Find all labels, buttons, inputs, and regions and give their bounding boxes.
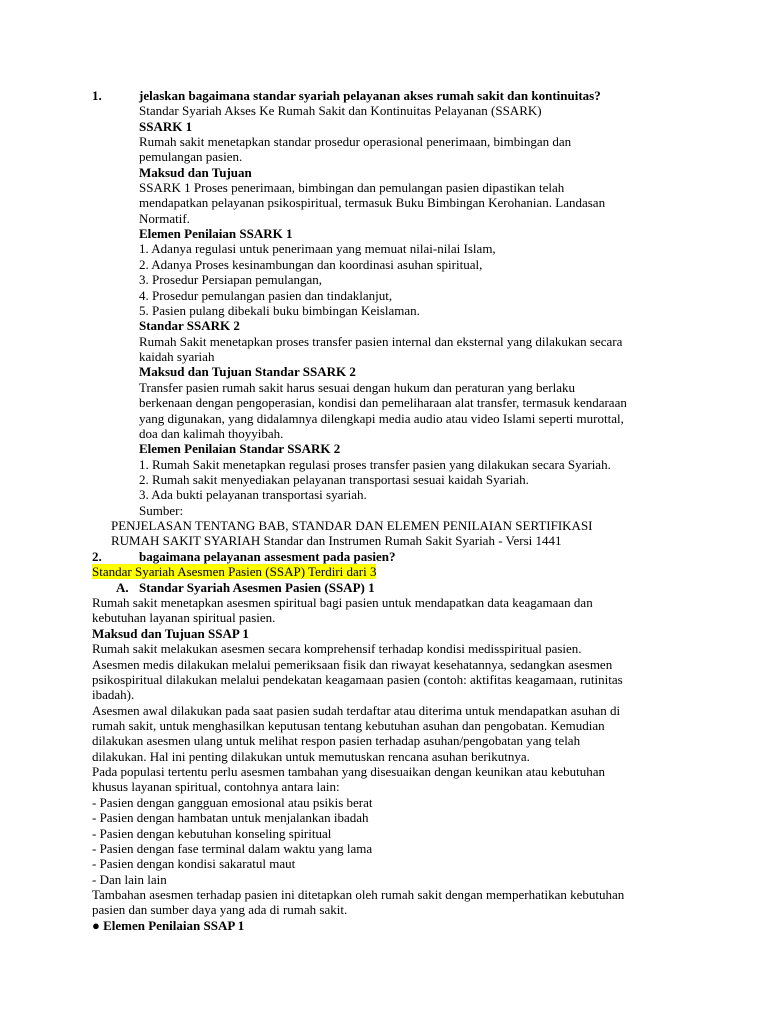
ssap1-subheading: Standar Syariah Asesmen Pasien (SSAP) 1 xyxy=(139,580,375,595)
q2-question: bagaimana pelayanan assesment pada pasien? xyxy=(139,549,396,564)
q1-number: 1. xyxy=(92,88,102,103)
ssap1-body-line: rumah sakit, untuk menghasilkan keputusan tentang kebutuhan asuhan dan pengobatan. Kemudian xyxy=(92,718,605,733)
ssap1-body-line: Asesmen medis dilakukan melalui pemeriksaan fisik dan riwayat kesehatannya, sedangkan asesmen xyxy=(92,657,613,672)
ssap1-maksud-heading: Maksud dan Tujuan SSAP 1 xyxy=(92,626,249,641)
elemen2-item: 1. Rumah Sakit menetapkan regulasi proses transfer pasien yang dilakukan secara Syariah. xyxy=(139,457,611,472)
ssap1-body-line: - Pasien dengan gangguan emosional atau psikis berat xyxy=(92,795,373,810)
ssark2-text-line: Rumah Sakit menetapkan proses transfer pasien internal dan eksternal yang dilakukan secara xyxy=(139,334,623,349)
elemen2-item: 2. Rumah sakit menyediakan pelayanan transportasi sesuai kaidah Syariah. xyxy=(139,472,529,487)
elemen2-item: 3. Ada bukti pelayanan transportasi syariah. xyxy=(139,487,367,502)
ssark1-heading: SSARK 1 xyxy=(139,119,193,134)
ssap1-body-line: - Dan lain lain xyxy=(92,872,167,887)
ssark2-heading: Standar SSARK 2 xyxy=(139,318,240,333)
ssap1-body-line: - Pasien dengan kondisi sakaratul maut xyxy=(92,856,296,871)
maksud2-text-line: yang digunakan, yang didalamnya dilengkapi media audio atau video Islami seperti murottal, xyxy=(139,411,624,426)
ssap1-body-line: Asesmen awal dilakukan pada saat pasien sudah terdaftar atau diterima untuk mendapatkan asuhan di xyxy=(92,703,621,718)
subheading-letter: A. xyxy=(116,580,129,595)
sumber-text-line: RUMAH SAKIT SYARIAH Standar dan Instrumen Rumah Sakit Syariah - Versi 1441 xyxy=(111,533,562,548)
elemen1-item: 1. Adanya regulasi untuk penerimaan yang memuat nilai-nilai Islam, xyxy=(139,241,496,256)
elemen1-item: 2. Adanya Proses kesinambungan dan koordinasi asuhan spiritual, xyxy=(139,257,483,272)
ssap1-intro-line: Rumah sakit menetapkan asesmen spiritual bagi pasien untuk mendapatkan data keagamaan dan xyxy=(92,595,593,610)
maksud-heading: Maksud dan Tujuan xyxy=(139,165,252,180)
ssap1-body-line: Pada populasi tertentu perlu asesmen tambahan yang disesuaikan dengan keunikan atau kebutuhan xyxy=(92,764,605,779)
elemen1-item: 3. Prosedur Persiapan pemulangan, xyxy=(139,272,323,287)
q2-number: 2. xyxy=(92,549,102,564)
maksud2-text-line: Transfer pasien rumah sakit harus sesuai dengan hukum dan peraturan yang berlaku xyxy=(139,380,575,395)
ssark1-text-line: Rumah sakit menetapkan standar prosedur operasional penerimaan, bimbingan dan xyxy=(139,134,572,149)
sumber-label: Sumber: xyxy=(139,503,184,518)
sumber-text-line: PENJELASAN TENTANG BAB, STANDAR DAN ELEMEN PENILAIAN SERTIFIKASI xyxy=(111,518,593,533)
ssap1-body-line: psikospiritual dilakukan melalui pendekatan keagamaan pasien (contoh: aktifitas keagamaan, rutinitas xyxy=(92,672,623,687)
elemen1-item: 5. Pasien pulang dibekali buku bimbingan Keislaman. xyxy=(139,303,420,318)
highlighted-ssap-line: Standar Syariah Asesmen Pasien (SSAP) Terdiri dari 3 xyxy=(92,564,377,579)
maksud2-text-line: berkenaan dengan pengoperasian, kondisi dan pemeliharaan alat transfer, termasuk kendaraan xyxy=(139,395,627,410)
maksud-text-line: SSARK 1 Proses penerimaan, bimbingan dan pemulangan pasien dipastikan telah xyxy=(139,180,565,195)
ssap1-body-line: pasien dan sumber daya yang ada di rumah sakit. xyxy=(92,902,348,917)
ssap1-intro-line: kebutuhan layanan spiritual pasien. xyxy=(92,610,276,625)
ssap1-body-line: Tambahan asesmen terhadap pasien ini ditetapkan oleh rumah sakit dengan memperhatikan kebutuhan xyxy=(92,887,625,902)
elemen2-heading: Elemen Penilaian Standar SSARK 2 xyxy=(139,441,341,456)
ssap1-body-line: ibadah). xyxy=(92,687,135,702)
ssap1-body-line: dilakukan asesmen ulang untuk melihat respon pasien terhadap asuhan/pengobatan yang telah xyxy=(92,733,581,748)
ssap1-body-line: - Pasien dengan kebutuhan konseling spiritual xyxy=(92,826,332,841)
ssark1-text-line: pemulangan pasien. xyxy=(139,149,243,164)
maksud2-heading: Maksud dan Tujuan Standar SSARK 2 xyxy=(139,364,356,379)
ssap1-body-line: Rumah sakit melakukan asesmen secara komprehensif terhadap kondisi medisspiritual pasien. xyxy=(92,641,582,656)
maksud-text-line: Normatif. xyxy=(139,211,190,226)
maksud-text-line: mendapatkan pelayanan psikospiritual, termasuk Buku Bimbingan Kerohanian. Landasan xyxy=(139,195,606,210)
q1-question: jelaskan bagaimana standar syariah pelayanan akses rumah sakit dan kontinuitas? xyxy=(139,88,601,103)
ssap1-body-line: khusus layanan spiritual, contohnya antara lain: xyxy=(92,779,340,794)
ssap1-elemen-heading: ● Elemen Penilaian SSAP 1 xyxy=(92,918,245,933)
ssap1-body-line: - Pasien dengan hambatan untuk menjalankan ibadah xyxy=(92,810,369,825)
elemen1-item: 4. Prosedur pemulangan pasien dan tindaklanjut, xyxy=(139,288,393,303)
q1-title: Standar Syariah Akses Ke Rumah Sakit dan Kontinuitas Pelayanan (SSARK) xyxy=(139,103,542,118)
elemen1-heading: Elemen Penilaian SSARK 1 xyxy=(139,226,293,241)
maksud2-text-line: doa dan kalimah thoyyibah. xyxy=(139,426,284,441)
ssap1-body-line: dilakukan. Hal ini penting dilakukan untuk memutuskan rencana asuhan berikutnya. xyxy=(92,749,530,764)
ssark2-text-line: kaidah syariah xyxy=(139,349,215,364)
ssap1-body-line: - Pasien dengan fase terminal dalam waktu yang lama xyxy=(92,841,373,856)
